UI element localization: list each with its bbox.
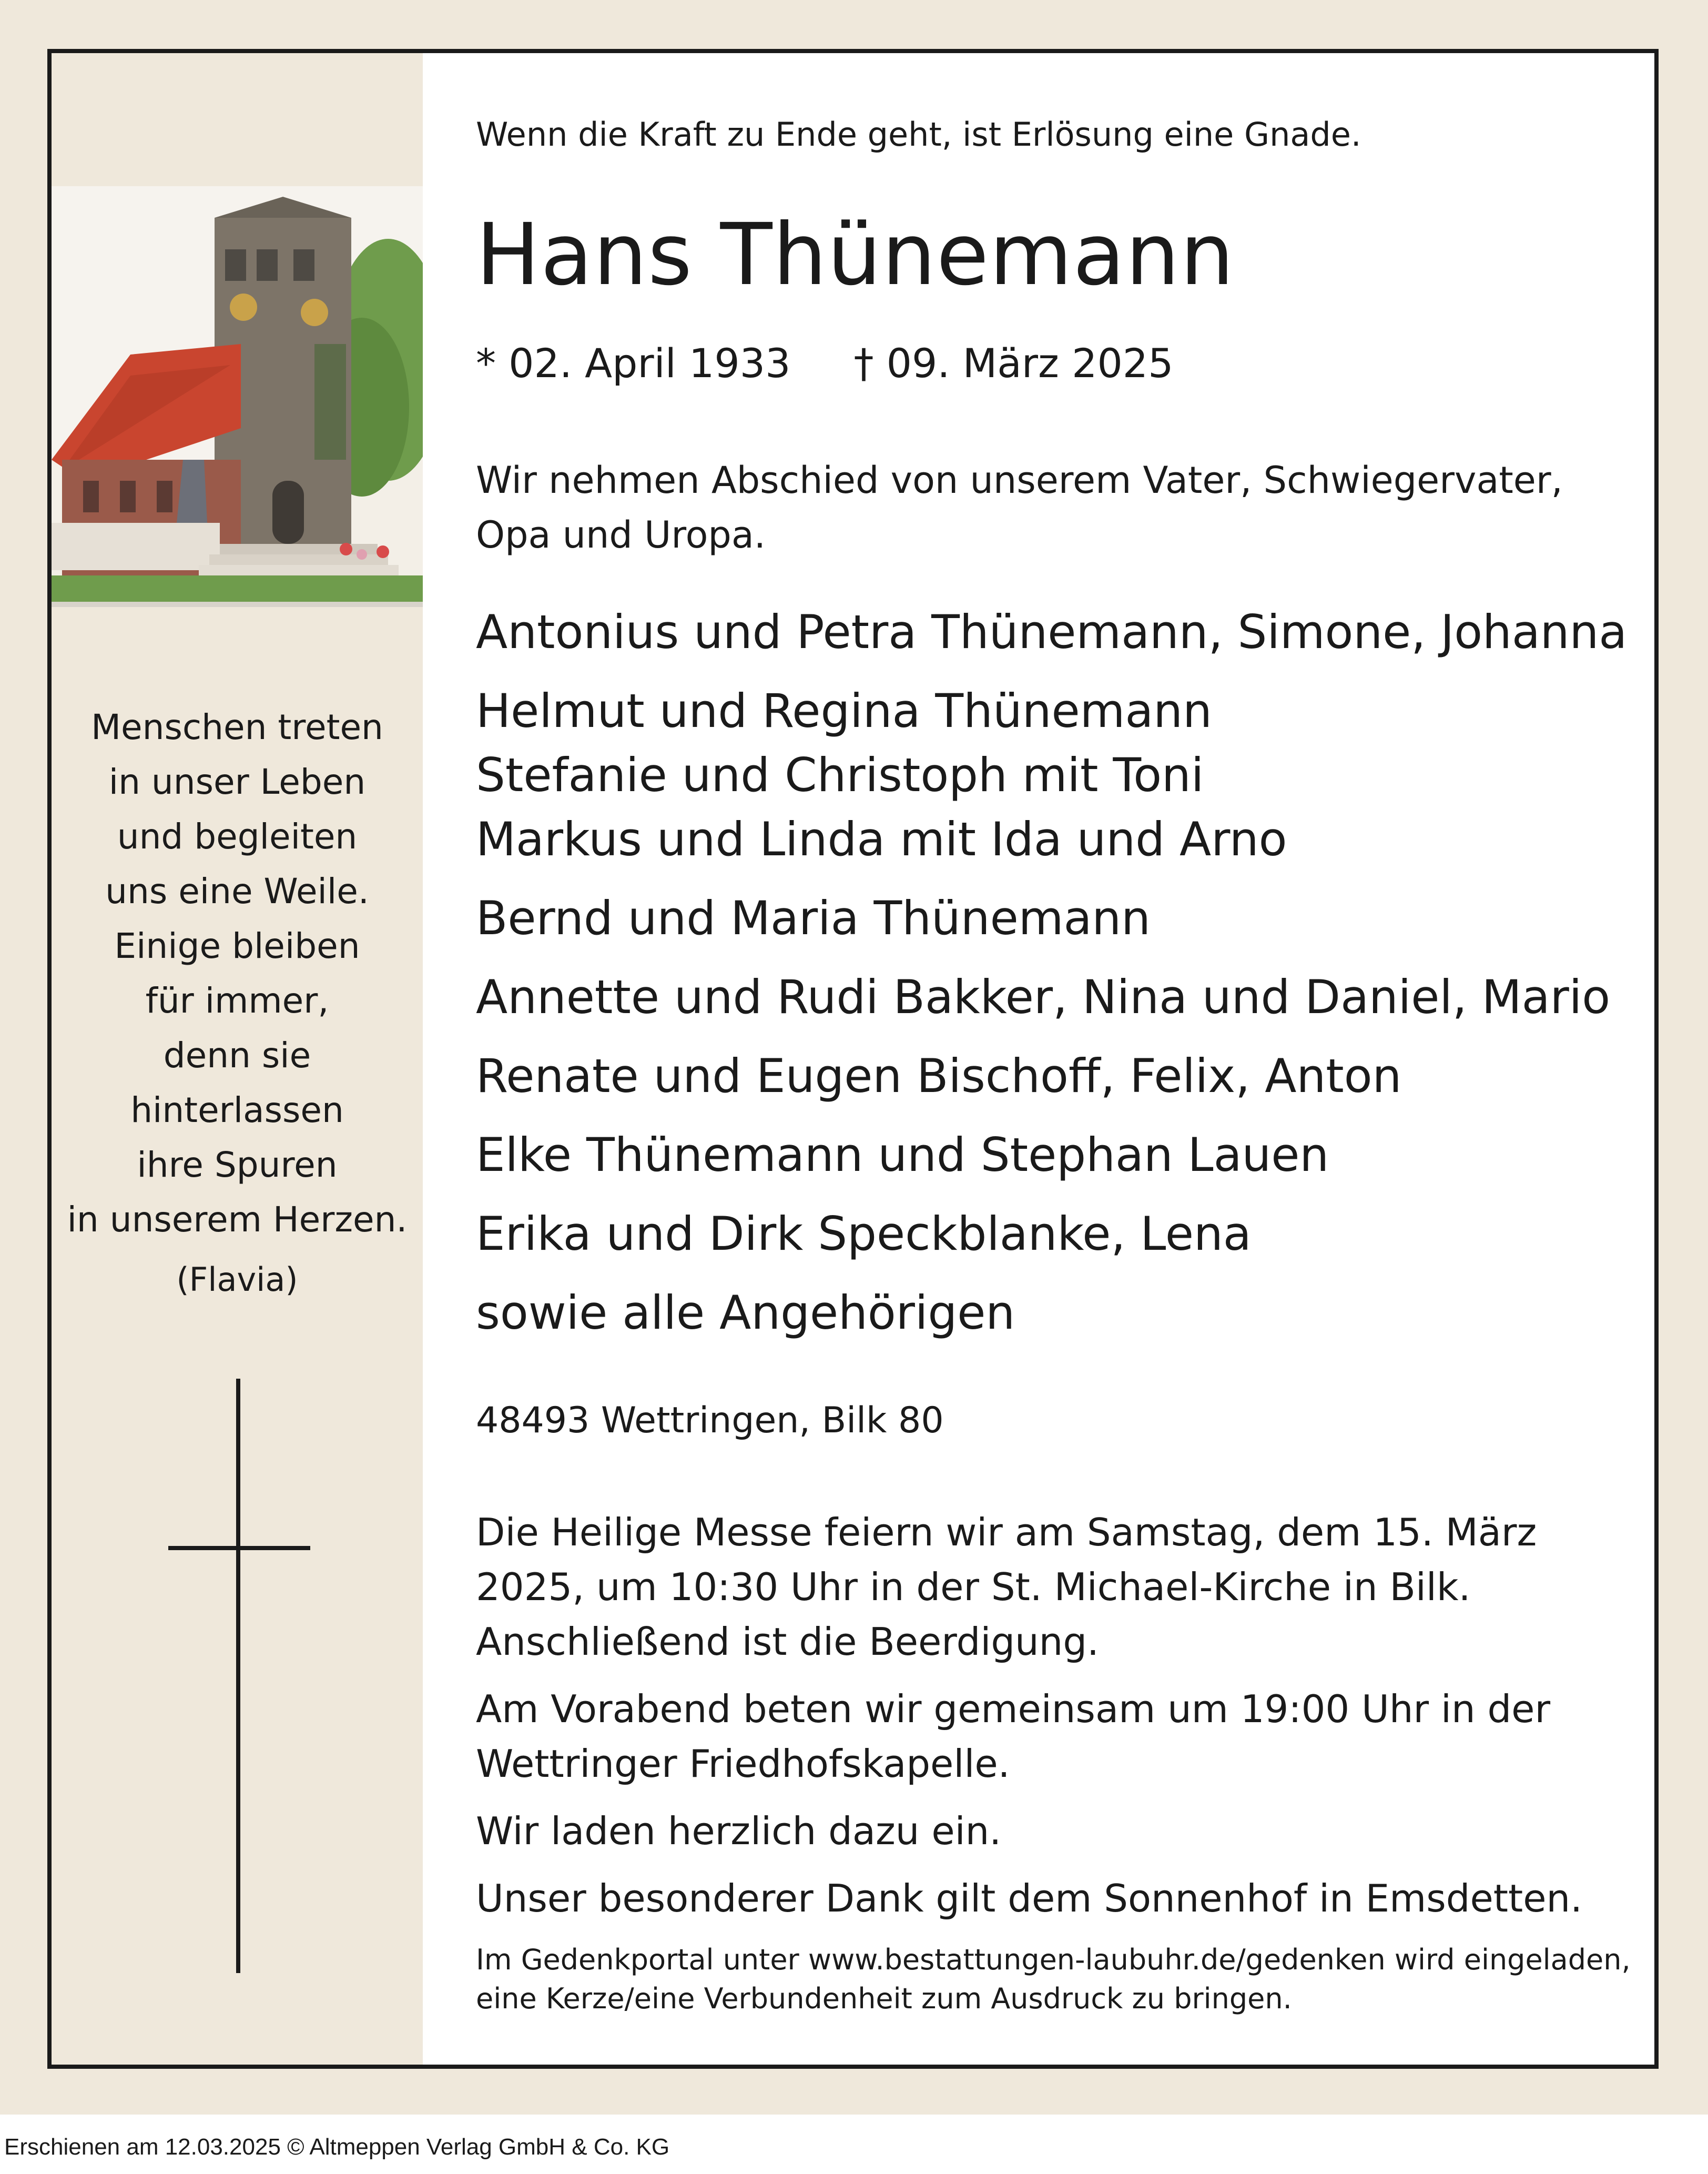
mourner-line: Bernd und Maria Thünemann xyxy=(476,891,1151,945)
mourner-line: Markus und Linda mit Ida und Arno xyxy=(476,812,1287,866)
death-date: † 09. März 2025 xyxy=(853,340,1174,387)
mourner-line: Stefanie und Christoph mit Toni xyxy=(476,748,1204,802)
mourner-line: Antonius und Petra Thünemann, Simone, Johanna xyxy=(476,605,1628,659)
quote-line: Menschen treten xyxy=(91,707,383,747)
mourner-line: Elke Thünemann und Stephan Lauen xyxy=(476,1128,1329,1182)
farewell-text: Wir nehmen Abschied von unserem Vater, Schwiegervater, Opa und Uropa. xyxy=(476,459,1563,557)
cross-icon-bar xyxy=(168,1546,310,1550)
mourner-line: Annette und Rudi Bakker, Nina und Daniel, Mario xyxy=(476,970,1611,1024)
publication-footer: Erschienen am 12.03.2025 © Altmeppen Verlag GmbH & Co. KG xyxy=(4,2134,670,2160)
birth-date: * 02. April 1933 xyxy=(476,340,791,387)
quote-author: (Flavia) xyxy=(176,1260,298,1299)
quote-line: in unser Leben xyxy=(108,762,366,802)
life-dates xyxy=(476,340,1174,387)
quote-line: in unserem Herzen. xyxy=(67,1199,408,1240)
mourner-line: Erika und Dirk Speckblanke, Lena xyxy=(476,1207,1252,1261)
sidebar-quote xyxy=(52,700,423,1307)
quote-line: für immer, xyxy=(145,980,329,1021)
mourners-list xyxy=(476,600,1627,1345)
service-paragraph: Am Vorabend beten wir gemeinsam um 19:00 Uhr in der Wettringer Friedhofskapelle. xyxy=(476,1687,1551,1786)
obituary-card xyxy=(47,49,1659,2069)
church-watercolor-image xyxy=(52,186,423,607)
mourner-line: sowie alle Angehörigen xyxy=(476,1286,1015,1340)
motto: Wenn die Kraft zu Ende geht, ist Erlösung eine Gnade. xyxy=(476,115,1361,154)
quote-line: hinterlassen xyxy=(130,1090,344,1130)
quote-line: und begleiten xyxy=(117,816,358,857)
mourner-line: Renate und Eugen Bischoff, Felix, Anton xyxy=(476,1049,1402,1103)
deceased-name: Hans Thünemann xyxy=(476,206,1235,305)
address: 48493 Wettringen, Bilk 80 xyxy=(476,1400,944,1441)
service-info xyxy=(476,1505,1633,1938)
quote-line: Einige bleiben xyxy=(114,926,360,966)
service-paragraph: Unser besonderer Dank gilt dem Sonnenhof in Emsdetten. xyxy=(476,1876,1583,1920)
memorial-portal-note: Im Gedenkportal unter www.bestattungen-laubuhr.de/gedenken wird eingeladen, eine Kerze/eine Verbundenheit zum Ausdruck zu bringen. xyxy=(476,1943,1631,2015)
mourner-line: Helmut und Regina Thünemann xyxy=(476,684,1212,738)
service-paragraph: Wir laden herzlich dazu ein. xyxy=(476,1809,1002,1853)
quote-line: uns eine Weile. xyxy=(105,871,369,912)
service-paragraph: Die Heilige Messe feiern wir am Samstag, dem 15. März 2025, um 10:30 Uhr in der St. Michael-Kirche in Bilk. Anschließend ist die Beerdigung. xyxy=(476,1510,1537,1664)
quote-line: ihre Spuren xyxy=(137,1145,338,1185)
sidebar xyxy=(52,53,423,2065)
cross-icon xyxy=(236,1379,240,1973)
quote-line: denn sie xyxy=(163,1035,311,1076)
